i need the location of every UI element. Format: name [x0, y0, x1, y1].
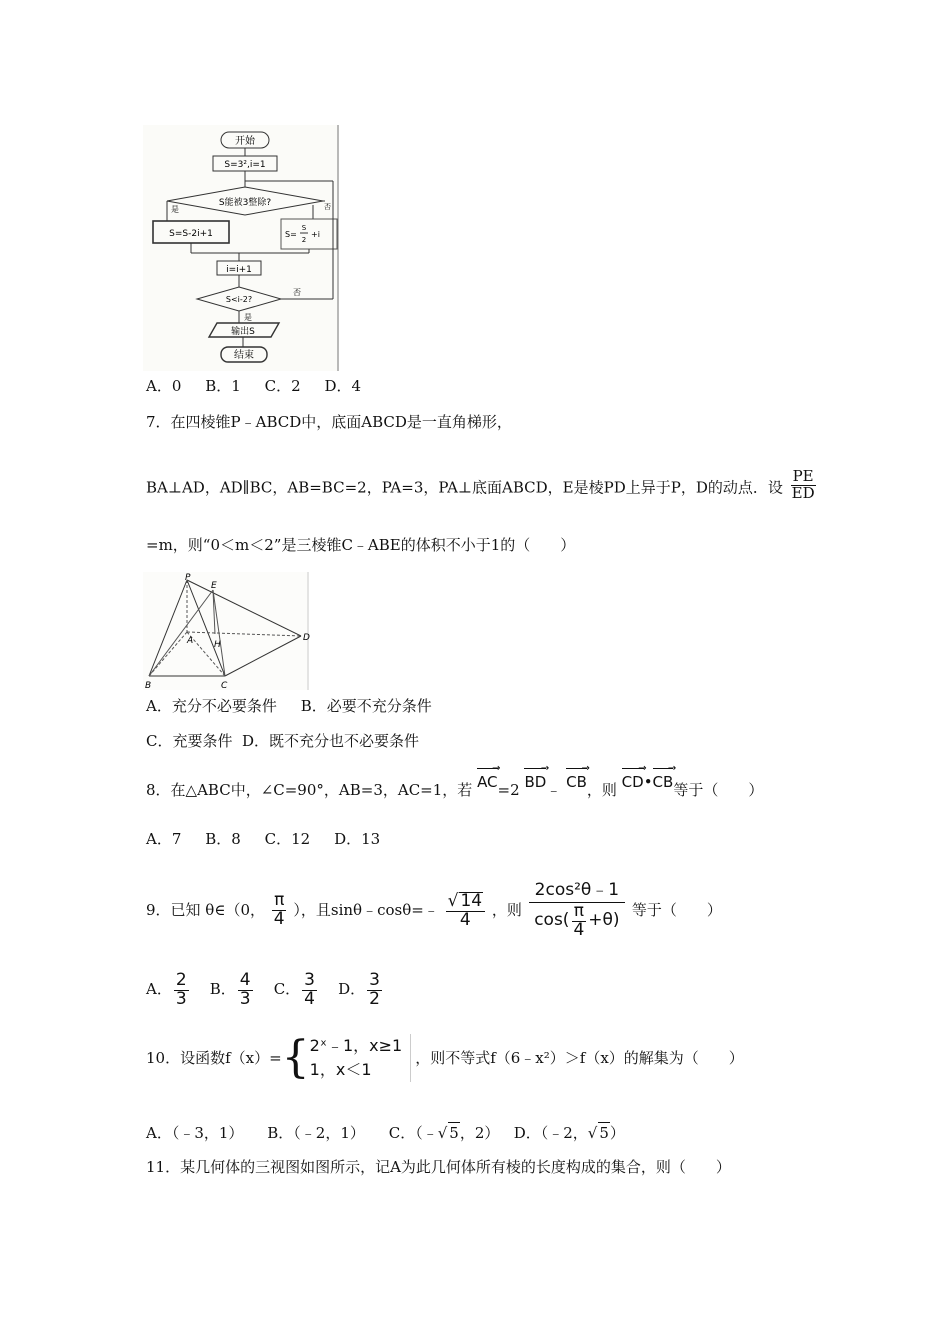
flowchart-end: 结束: [234, 350, 254, 361]
q6-option-b[interactable]: B．1: [205, 377, 241, 395]
q7-option-b[interactable]: B．必要不充分条件: [300, 697, 432, 715]
q7-line2-text: BA⊥AD，AD∥BC，AB=BC=2，PA=3，PA⊥底面ABCD，E是棱PD上异于P，D的动点．设: [146, 478, 783, 497]
vector-cb: CB →: [566, 766, 587, 792]
q9-option-d-den: 2: [369, 988, 380, 1009]
q9-option-a[interactable]: A． $\frac{2}{3}$: [146, 970, 187, 1009]
q8-option-d[interactable]: D．13: [334, 830, 381, 848]
q9-option-b-num: 4: [239, 970, 251, 990]
flowchart-right-lhs: S=: [285, 230, 297, 239]
q7-line2: [146, 467, 819, 505]
pyramid-figure: [143, 572, 315, 692]
q9-option-c[interactable]: C． $\frac{3}{4}$: [273, 970, 315, 1009]
q9-then: ，则: [491, 900, 522, 919]
q9-option-c-den: 4: [304, 988, 315, 1009]
flowchart-left-box: S=S-2i+1: [169, 229, 213, 239]
q9-den4: 4: [459, 909, 471, 930]
q9-options: [146, 972, 384, 1009]
q9-big-den-pre: cos(: [534, 910, 570, 931]
pyramid-label-c: C: [221, 681, 228, 691]
q9-pi: π: [274, 890, 285, 911]
q8-option-b[interactable]: B．8: [205, 830, 241, 848]
q9-option-d[interactable]: D． $\frac{3}{2}$: [338, 970, 380, 1009]
q9-suffix: 等于（ ）: [631, 900, 722, 919]
q10-options: [146, 1122, 625, 1143]
flowchart-yes1: 是: [171, 205, 179, 214]
pyramid-label-d: D: [303, 633, 310, 643]
q10-option-b[interactable]: B．（﹣2，1）: [267, 1124, 365, 1142]
pyramid-label-a: A: [187, 636, 194, 646]
vector-cb-2: CB →: [653, 766, 674, 792]
flowchart-start: 开始: [235, 136, 255, 147]
flowchart-no1: 否: [324, 203, 331, 211]
q8-minus: ﹣: [546, 781, 562, 799]
q8-option-a[interactable]: A．7: [146, 830, 182, 848]
flowchart-right-tail: +i: [311, 230, 320, 239]
q10-stem: [146, 1034, 744, 1082]
q9-stem: [146, 882, 722, 940]
q9-big-den-frac: [571, 900, 586, 940]
q7-option-d[interactable]: D．既不充分也不必要条件: [242, 732, 420, 750]
q9-option-d-num: 3: [369, 970, 380, 990]
q6-option-a[interactable]: A．0: [146, 377, 182, 395]
flowchart-cond2: S<i-2?: [225, 295, 253, 304]
q10-option-d-radicand: 5: [599, 1124, 609, 1142]
q7-options-cd: [146, 731, 419, 751]
q9-big-den-four: 4: [573, 919, 585, 940]
q7-options-ab: [146, 696, 432, 716]
q9-four: 4: [273, 909, 285, 930]
pyramid-label-p: P: [185, 573, 191, 583]
q8-stem: [146, 774, 763, 800]
q8-option-c[interactable]: C．12: [264, 830, 311, 848]
q8-options: [146, 829, 380, 849]
q6-option-d[interactable]: D．4: [324, 377, 362, 395]
q9-option-c-num: 3: [304, 970, 315, 990]
flowchart-cond1: S能被3整除?: [218, 198, 272, 208]
q10-option-c-radicand: 5: [449, 1124, 459, 1142]
q10-brace: {: [281, 1032, 310, 1083]
q10-option-d[interactable]: D．（﹣2，√ 5）: [513, 1124, 625, 1142]
q9-option-b[interactable]: B． $\frac{4}{3}$: [209, 970, 251, 1009]
q10-suffix: ，则不等式f（6﹣x²）＞f（x）的解集为（ ）: [415, 1049, 744, 1067]
q10-prefix: 10．设函数f（x）=: [146, 1049, 282, 1067]
q7-frac-num: PE: [792, 467, 814, 485]
pyramid-label-e: E: [211, 581, 217, 591]
q10-option-c[interactable]: C．（﹣√ 5，2）: [388, 1124, 500, 1142]
q7-line1: 7．在四棱锥P﹣ABCD中，底面ABCD是一直角梯形，: [146, 413, 512, 431]
vector-cd: CD →: [622, 766, 644, 792]
flowchart-yes2: 是: [244, 313, 252, 322]
q7-option-a[interactable]: A．充分不必要条件: [146, 697, 277, 715]
q11-stem: 11．某几何体的三视图如图所示，记A为此几何体所有棱的长度构成的集合，则（ ）: [146, 1158, 731, 1176]
q6-options: [146, 376, 361, 396]
flowchart-incr: i=i+1: [226, 265, 252, 275]
q9-option-a-num: 2: [175, 970, 187, 990]
pyramid-label-h: H: [214, 640, 221, 650]
q10-cases: [310, 1034, 412, 1082]
flowchart-right-den: 2: [301, 236, 307, 244]
q9-sqrt14: 14: [460, 890, 483, 911]
q9-big-num: 2cos²θ﹣1: [529, 882, 625, 903]
q7-option-c[interactable]: C．充要条件: [146, 732, 233, 750]
q9-option-a-den: 3: [175, 988, 187, 1009]
q9-prefix: 9．已知 θ∈（0，: [146, 900, 265, 919]
flowchart-no2: 否: [293, 288, 301, 297]
flowchart-figure: [143, 125, 343, 373]
q8-prefix: 8．在△ABC中，∠C=90°，AB=3，AC=1，若: [146, 781, 473, 799]
q7-fraction: [790, 469, 817, 502]
q10-case1: 2ˣ﹣1，x≥1: [309, 1036, 403, 1055]
vector-ac: AC →: [477, 766, 497, 792]
vector-bd: BD →: [524, 766, 546, 792]
q10-case2: 1，x＜1: [309, 1060, 372, 1079]
q8-suffix: 等于（ ）: [673, 781, 764, 799]
q9-big-den-post: +θ): [588, 910, 620, 931]
q9-pi-over-4: [272, 892, 287, 929]
q8-eq: =2: [497, 781, 520, 799]
flowchart-right-num: S: [301, 224, 307, 232]
q8-mid: ，则: [586, 781, 617, 799]
q9-mid: ），且sinθ﹣cosθ=﹣: [293, 900, 439, 919]
q7-line3: =m，则“0＜m＜2”是三棱锥C﹣ABE的体积不小于1的（ ）: [146, 536, 576, 554]
q9-sqrt14-over-4: $\frac{√ 14}{4}$: [446, 892, 485, 930]
q9-option-b-den: 3: [239, 988, 251, 1009]
flowchart-init: S=3²,i=1: [224, 160, 266, 170]
q8-dot: •: [643, 773, 653, 791]
pyramid-label-b: B: [145, 681, 152, 691]
q9-big-den-pi: π: [573, 900, 584, 921]
q7-frac-den: ED: [791, 483, 815, 502]
flowchart-output: 输出S: [231, 327, 255, 337]
q6-option-c[interactable]: C．2: [264, 377, 301, 395]
q9-big-fraction: [529, 882, 625, 940]
q10-option-a[interactable]: A．（﹣3，1）: [146, 1124, 244, 1142]
